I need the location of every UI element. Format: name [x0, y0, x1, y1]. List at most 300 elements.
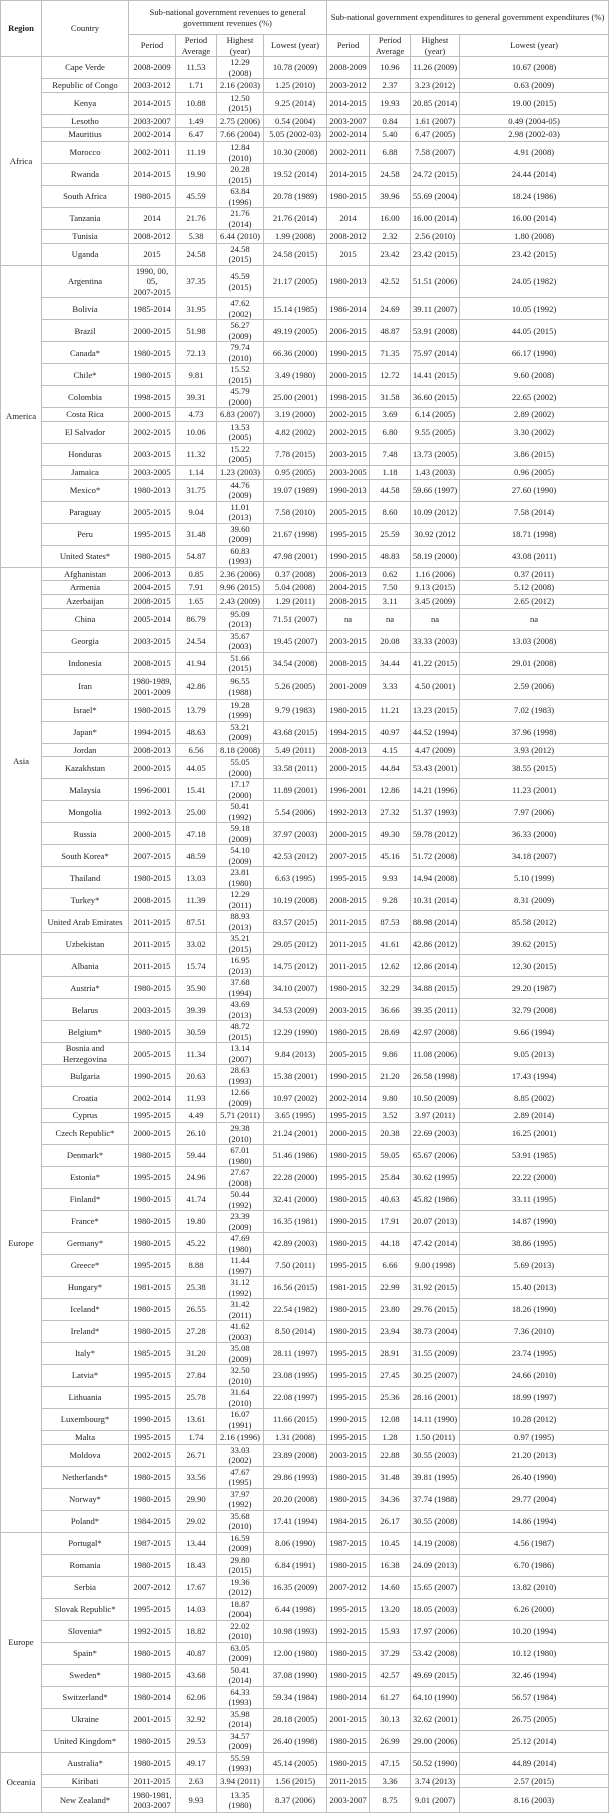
exp-period-cell: 2015	[327, 243, 370, 265]
exp-highest-cell: 30.25 (2007)	[411, 1365, 460, 1387]
rev-highest-cell: 35.67 (2003)	[217, 630, 264, 652]
exp-average-cell: 27.45	[370, 1365, 411, 1387]
rev-average-cell: 25.78	[176, 1387, 217, 1409]
rev-highest-cell: 2.43 (2009)	[217, 595, 264, 609]
rev-period-cell: 1980-2015	[129, 1145, 176, 1167]
exp-average-cell: 28.69	[370, 1021, 411, 1043]
exp-period-cell: 1994-2015	[327, 721, 370, 743]
rev-period-cell: 2014-2015	[129, 92, 176, 114]
rev-average-cell: 19.80	[176, 1211, 217, 1233]
exp-highest-cell: 42.97 (2008)	[411, 1021, 460, 1043]
exp-period-cell: 2011-2015	[327, 911, 370, 933]
rev-period-header: Period	[129, 35, 176, 57]
rev-period-cell: 2008-2012	[129, 230, 176, 244]
table-row	[1, 265, 609, 298]
exp-highest-cell: 17.97 (2006)	[411, 1620, 460, 1642]
table-row	[1, 1708, 609, 1730]
exp-period-cell: 2011-2015	[327, 933, 370, 955]
exp-period-cell: 1990-2015	[327, 342, 370, 364]
table-row	[1, 142, 609, 164]
exp-lowest-cell: 14.86 (1994)	[460, 1510, 609, 1532]
exp-lowest-cell: 0.97 (1995)	[460, 1431, 609, 1445]
exp-period-cell: 1995-2015	[327, 867, 370, 889]
rev-lowest-cell: 6.63 (1995)	[264, 867, 327, 889]
rev-lowest-cell: 16.35 (2009)	[264, 1576, 327, 1598]
rev-highest-cell: 45.79 (2000)	[217, 386, 264, 408]
region-header: Region	[1, 1, 42, 57]
exp-lowest-cell: 16.25 (2001)	[460, 1123, 609, 1145]
exp-highest-cell: 42.86 (2012)	[411, 933, 460, 955]
country-cell: Russia	[42, 823, 129, 845]
exp-lowest-cell: 3.86 (2015)	[460, 443, 609, 465]
rev-highest-cell: 19.28 (1999)	[217, 699, 264, 721]
country-cell: Iceland*	[42, 1299, 129, 1321]
rev-highest-cell: 47.69 (1980)	[217, 1233, 264, 1255]
rev-average-cell: 30.59	[176, 1021, 217, 1043]
rev-period-cell: 1980-2015	[129, 977, 176, 999]
exp-average-cell: 19.93	[370, 92, 411, 114]
rev-period-cell: 2000-2015	[129, 823, 176, 845]
table-row	[1, 164, 609, 186]
rev-period-cell: 2007-2012	[129, 1576, 176, 1598]
exp-average-cell: 44.84	[370, 757, 411, 779]
rev-highest-cell: 79.74 (2010)	[217, 342, 264, 364]
exp-average-cell: 3.69	[370, 408, 411, 422]
exp-lowest-cell: 18.26 (1990)	[460, 1299, 609, 1321]
exp-average-cell: 44.18	[370, 1233, 411, 1255]
exp-period-cell: 2002-2014	[327, 128, 370, 142]
rev-lowest-cell: 32.41 (2000)	[264, 1189, 327, 1211]
table-row	[1, 757, 609, 779]
exp-average-cell: 2.32	[370, 230, 411, 244]
table-row	[1, 1365, 609, 1387]
exp-lowest-cell: 85.58 (2012)	[460, 911, 609, 933]
exp-period-cell: 2003-2007	[327, 1788, 370, 1813]
rev-lowest-cell: 4.82 (2002)	[264, 421, 327, 443]
rev-highest-cell: 35.98 (2014)	[217, 1708, 264, 1730]
exp-highest-cell: 31.55 (2009)	[411, 1343, 460, 1365]
rev-average-cell: 20.63	[176, 1065, 217, 1087]
table-row	[1, 523, 609, 545]
exp-average-cell: 34.44	[370, 652, 411, 674]
exp-lowest-cell: 5.10 (1999)	[460, 867, 609, 889]
exp-lowest-cell: 36.33 (2000)	[460, 823, 609, 845]
country-cell: Afghanistan	[42, 567, 129, 581]
rev-highest-cell: 28.63 (1993)	[217, 1065, 264, 1087]
country-cell: Paraguay	[42, 501, 129, 523]
rev-average-cell: 15.41	[176, 779, 217, 801]
exp-lowest-cell: 2.98 (2002-03)	[460, 128, 609, 142]
exp-highest-cell: 64.10 (1990)	[411, 1686, 460, 1708]
exp-lowest-cell: 19.00 (2015)	[460, 92, 609, 114]
rev-period-cell: 2003-2007	[129, 114, 176, 128]
rev-highest-cell: 11.01 (2013)	[217, 501, 264, 523]
exp-lowest-cell: 13.03 (2008)	[460, 630, 609, 652]
rev-average-cell: 13.79	[176, 699, 217, 721]
rev-average-cell: 13.61	[176, 1409, 217, 1431]
exp-lowest-cell: 4.56 (1987)	[460, 1532, 609, 1554]
table-row	[1, 1065, 609, 1087]
exp-average-cell: 40.97	[370, 721, 411, 743]
exp-highest-cell: 26.58 (1998)	[411, 1065, 460, 1087]
rev-highest-cell: 44.76 (2009)	[217, 479, 264, 501]
country-cell: Indonesia	[42, 652, 129, 674]
country-cell: Bolivia	[42, 298, 129, 320]
exp-average-cell: 22.99	[370, 1277, 411, 1299]
rev-average-cell: 11.53	[176, 57, 217, 79]
rev-lowest-cell: 34.54 (2008)	[264, 652, 327, 674]
rev-highest-cell: 7.66 (2004)	[217, 128, 264, 142]
exp-period-cell: 1980-2015	[327, 1145, 370, 1167]
country-cell: Norway*	[42, 1488, 129, 1510]
rev-period-cell: 1980-2015	[129, 1299, 176, 1321]
exp-lowest-cell: 3.30 (2002)	[460, 421, 609, 443]
exp-highest-cell: 28.16 (2001)	[411, 1387, 460, 1409]
exp-average-cell: 24.69	[370, 298, 411, 320]
exp-average-cell: 8.60	[370, 501, 411, 523]
exp-highest-cell: 51.51 (2006)	[411, 265, 460, 298]
rev-average-cell: 87.51	[176, 911, 217, 933]
exp-highest-cell: 37.74 (1988)	[411, 1488, 460, 1510]
exp-highest-cell: 6.47 (2005)	[411, 128, 460, 142]
rev-lowest-cell: 26.40 (1998)	[264, 1730, 327, 1752]
rev-average-cell: 45.59	[176, 186, 217, 208]
rev-period-cell: 2003-2012	[129, 79, 176, 93]
rev-period-cell: 1980-2015	[129, 1730, 176, 1752]
rev-highest-cell: 13.14 (2007)	[217, 1043, 264, 1065]
country-cell: Kazakhstan	[42, 757, 129, 779]
exp-average-cell: 7.48	[370, 443, 411, 465]
rev-period-cell: 1980-2015	[129, 186, 176, 208]
exp-average-cell: 8.75	[370, 1788, 411, 1813]
exp-highest-cell: 30.55 (2008)	[411, 1510, 460, 1532]
rev-highest-cell: 11.44 (1997)	[217, 1255, 264, 1277]
exp-average-cell: 20.08	[370, 630, 411, 652]
exp-period-cell: 2007-2015	[327, 845, 370, 867]
rev-lowest-cell: 25.00 (2001)	[264, 386, 327, 408]
rev-highest-cell: 31.12 (1992)	[217, 1277, 264, 1299]
rev-lowest-cell: 8.50 (2014)	[264, 1321, 327, 1343]
rev-period-cell: 2002-2011	[129, 142, 176, 164]
exp-lowest-cell: 2.89 (2014)	[460, 1109, 609, 1123]
exp-average-cell: 31.48	[370, 1466, 411, 1488]
exp-period-cell: 1992-2015	[327, 1620, 370, 1642]
country-cell: Lesotho	[42, 114, 129, 128]
exp-lowest-cell: 0.49 (2004-05)	[460, 114, 609, 128]
exp-lowest-cell: 12.30 (2015)	[460, 955, 609, 977]
country-cell: Tunisia	[42, 230, 129, 244]
rev-average-cell: 86.79	[176, 608, 217, 630]
country-cell: Colombia	[42, 386, 129, 408]
exp-average-cell: 27.32	[370, 801, 411, 823]
rev-lowest-cell: 20.20 (2008)	[264, 1488, 327, 1510]
exp-average-cell: 39.96	[370, 186, 411, 208]
rev-lowest-cell: 28.11 (1997)	[264, 1343, 327, 1365]
exp-period-cell: 2003-2015	[327, 630, 370, 652]
exp-lowest-cell: 66.17 (1990)	[460, 342, 609, 364]
rev-lowest-cell: 10.19 (2008)	[264, 889, 327, 911]
exp-period-cell: 2003-2015	[327, 999, 370, 1021]
rev-lowest-cell: 9.79 (1983)	[264, 699, 327, 721]
exp-lowest-cell: 9.05 (2013)	[460, 1043, 609, 1065]
exp-lowest-cell: 8.16 (2003)	[460, 1788, 609, 1813]
exp-period-cell: 2008-2015	[327, 889, 370, 911]
exp-period-header: Period	[327, 35, 370, 57]
table-row	[1, 1488, 609, 1510]
rev-lowest-cell: 7.50 (2011)	[264, 1255, 327, 1277]
table-row	[1, 1554, 609, 1576]
exp-lowest-cell: 17.43 (1994)	[460, 1065, 609, 1087]
country-cell: Mongolia	[42, 801, 129, 823]
rev-highest-cell: 96.55 (1988)	[217, 674, 264, 699]
exp-highest-cell: 51.37 (1993)	[411, 801, 460, 823]
rev-period-cell: 1990-2015	[129, 1065, 176, 1087]
rev-lowest-cell: 37.08 (1990)	[264, 1664, 327, 1686]
exp-highest-cell: 50.52 (1990)	[411, 1752, 460, 1774]
rev-period-cell: 1980-2015	[129, 1021, 176, 1043]
rev-period-cell: 2003-2015	[129, 630, 176, 652]
exp-average-cell: 16.00	[370, 208, 411, 230]
region-cell: Oceania	[1, 1752, 42, 1813]
rev-average-cell: 32.92	[176, 1708, 217, 1730]
rev-average-cell: 39.31	[176, 386, 217, 408]
exp-lowest-cell: 23.74 (1995)	[460, 1343, 609, 1365]
rev-lowest-cell: 42.89 (2003)	[264, 1233, 327, 1255]
country-cell: Cape Verde	[42, 57, 129, 79]
exp-average-cell: 11.21	[370, 699, 411, 721]
exp-highest-cell: 29.00 (2006)	[411, 1730, 460, 1752]
rev-highest-cell: 88.93 (2013)	[217, 911, 264, 933]
exp-period-cell: 2000-2015	[327, 364, 370, 386]
rev-highest-cell: 63.84 (1996)	[217, 186, 264, 208]
country-cell: Ireland*	[42, 1321, 129, 1343]
rev-period-cell: 1980-2015	[129, 1211, 176, 1233]
exp-period-cell: 1980-2015	[327, 1730, 370, 1752]
revenues-group-header: Sub-national government revenues to general government revenues (%)	[129, 1, 327, 35]
rev-highest-header: Highest (year)	[217, 35, 264, 57]
exp-highest-cell: 14.11 (1990)	[411, 1409, 460, 1431]
exp-lowest-cell: 18.71 (1998)	[460, 523, 609, 545]
rev-period-cell: 1985-2015	[129, 1343, 176, 1365]
rev-average-cell: 72.13	[176, 342, 217, 364]
exp-highest-cell: 3.97 (2011)	[411, 1109, 460, 1123]
rev-period-cell: 1980-2013	[129, 479, 176, 501]
table-body	[1, 57, 609, 1813]
exp-period-cell: 1992-2013	[327, 801, 370, 823]
exp-highest-header: Highest (year)	[411, 35, 460, 57]
rev-lowest-cell: 11.66 (2015)	[264, 1409, 327, 1431]
exp-average-cell: 40.63	[370, 1189, 411, 1211]
exp-period-cell: 1987-2015	[327, 1532, 370, 1554]
rev-period-cell: 1987-2015	[129, 1532, 176, 1554]
table-row	[1, 889, 609, 911]
table-row	[1, 92, 609, 114]
rev-highest-cell: 3.94 (2011)	[217, 1774, 264, 1788]
rev-highest-cell: 35.08 (2009)	[217, 1343, 264, 1365]
rev-period-cell: 1985-2014	[129, 298, 176, 320]
exp-period-cell: 2014	[327, 208, 370, 230]
rev-average-cell: 13.03	[176, 867, 217, 889]
exp-highest-cell: 3.74 (2013)	[411, 1774, 460, 1788]
table-row	[1, 721, 609, 743]
table-row	[1, 823, 609, 845]
exp-period-cell: 2003-2015	[327, 443, 370, 465]
rev-period-cell: 1980-2015	[129, 1321, 176, 1343]
rev-period-cell: 1995-2015	[129, 1598, 176, 1620]
rev-period-cell: 1995-2015	[129, 1387, 176, 1409]
country-cell: Belgium*	[42, 1021, 129, 1043]
exp-lowest-cell: 10.20 (1994)	[460, 1620, 609, 1642]
country-cell: Uzbekistan	[42, 933, 129, 955]
exp-period-cell: 1980-2015	[327, 1664, 370, 1686]
exp-lowest-cell: 43.08 (2011)	[460, 545, 609, 567]
exp-average-cell: 34.36	[370, 1488, 411, 1510]
table-row	[1, 1277, 609, 1299]
exp-highest-cell: 9.13 (2015)	[411, 581, 460, 595]
exp-average-cell: 42.52	[370, 265, 411, 298]
rev-highest-cell: 67.01 (1980)	[217, 1145, 264, 1167]
rev-highest-cell: 31.64 (2010)	[217, 1387, 264, 1409]
rev-average-cell: 31.48	[176, 523, 217, 545]
country-cell: Bulgaria	[42, 1065, 129, 1087]
rev-highest-cell: 17.17 (2000)	[217, 779, 264, 801]
table-row	[1, 911, 609, 933]
exp-lowest-cell: 10.28 (2012)	[460, 1409, 609, 1431]
region-cell: Asia	[1, 567, 42, 955]
rev-average-cell: 11.19	[176, 142, 217, 164]
rev-average-cell: 33.02	[176, 933, 217, 955]
rev-period-cell: 1995-2015	[129, 1167, 176, 1189]
table-row	[1, 1620, 609, 1642]
table-row	[1, 595, 609, 609]
table-row	[1, 1576, 609, 1598]
exp-period-cell: 1990-2015	[327, 1065, 370, 1087]
country-cell: Brazil	[42, 320, 129, 342]
rev-period-cell: 2014-2015	[129, 164, 176, 186]
country-cell: France*	[42, 1211, 129, 1233]
country-cell: Ukraine	[42, 1708, 129, 1730]
table-row	[1, 977, 609, 999]
exp-highest-cell: 55.69 (2004)	[411, 186, 460, 208]
rev-average-cell: 48.59	[176, 845, 217, 867]
rev-period-cell: 1980-2014	[129, 1686, 176, 1708]
exp-average-cell: 10.96	[370, 57, 411, 79]
exp-lowest-cell: 7.02 (1983)	[460, 699, 609, 721]
rev-average-cell: 1.74	[176, 1431, 217, 1445]
exp-average-cell: 61.27	[370, 1686, 411, 1708]
rev-average-cell: 35.90	[176, 977, 217, 999]
exp-period-cell: 2003-2007	[327, 114, 370, 128]
country-cell: Switzerland*	[42, 1686, 129, 1708]
table-row	[1, 1774, 609, 1788]
rev-period-cell: 1980-2015	[129, 867, 176, 889]
exp-highest-cell: 11.08 (2006)	[411, 1043, 460, 1065]
rev-lowest-cell: 12.29 (1990)	[264, 1021, 327, 1043]
exp-period-cell: 2004-2015	[327, 581, 370, 595]
country-cell: Malta	[42, 1431, 129, 1445]
table-row	[1, 1321, 609, 1343]
exp-highest-cell: 12.86 (2014)	[411, 955, 460, 977]
exp-lowest-cell: 26.40 (1990)	[460, 1466, 609, 1488]
rev-highest-cell: 50.44 (1992)	[217, 1189, 264, 1211]
rev-lowest-cell: 23.89 (2008)	[264, 1444, 327, 1466]
country-cell: Republic of Congo	[42, 79, 129, 93]
table-row	[1, 1598, 609, 1620]
table-row	[1, 674, 609, 699]
rev-lowest-cell: 11.89 (2001)	[264, 779, 327, 801]
rev-highest-cell: 2.16 (1996)	[217, 1431, 264, 1445]
rev-highest-cell: 48.72 (2015)	[217, 1021, 264, 1043]
exp-period-cell: 1990-2013	[327, 479, 370, 501]
rev-highest-cell: 64.33 (1993)	[217, 1686, 264, 1708]
rev-average-cell: 54.87	[176, 545, 217, 567]
exp-average-cell: 3.33	[370, 674, 411, 699]
rev-lowest-cell: 3.49 (1980)	[264, 364, 327, 386]
exp-highest-cell: 1.43 (2003)	[411, 465, 460, 479]
rev-period-cell: 1980-2015	[129, 1233, 176, 1255]
exp-period-cell: 1995-2015	[327, 1255, 370, 1277]
exp-average-cell: 9.80	[370, 1087, 411, 1109]
rev-lowest-cell: 15.14 (1985)	[264, 298, 327, 320]
rev-highest-cell: 2.36 (2006)	[217, 567, 264, 581]
exp-lowest-cell: 24.66 (2010)	[460, 1365, 609, 1387]
exp-lowest-cell: 10.67 (2008)	[460, 57, 609, 79]
region-cell: America	[1, 265, 42, 567]
table-row	[1, 443, 609, 465]
exp-average-cell: na	[370, 608, 411, 630]
exp-period-cell: 2002-2014	[327, 1087, 370, 1109]
rev-highest-cell: 15.52 (2015)	[217, 364, 264, 386]
table-row	[1, 1211, 609, 1233]
table-row	[1, 1043, 609, 1065]
country-cell: South Korea*	[42, 845, 129, 867]
rev-highest-cell: 60.83 (1993)	[217, 545, 264, 567]
rev-period-cell: 2008-2015	[129, 652, 176, 674]
rev-highest-cell: 15.22 (2005)	[217, 443, 264, 465]
rev-period-cell: 1995-2015	[129, 1431, 176, 1445]
rev-highest-cell: 55.59 (1993)	[217, 1752, 264, 1774]
rev-highest-cell: 33.03 (2002)	[217, 1444, 264, 1466]
country-cell: Japan*	[42, 721, 129, 743]
exp-lowest-cell: 7.36 (2010)	[460, 1321, 609, 1343]
exp-period-cell: 2008-2009	[327, 57, 370, 79]
exp-highest-cell: 15.65 (2007)	[411, 1576, 460, 1598]
rev-highest-cell: 13.35 (1980)	[217, 1788, 264, 1813]
rev-average-cell: 18.82	[176, 1620, 217, 1642]
exp-average-cell: 0.84	[370, 114, 411, 128]
rev-lowest-cell: 0.37 (2008)	[264, 567, 327, 581]
exp-period-cell: 2002-2015	[327, 421, 370, 443]
rev-highest-cell: 2.75 (2006)	[217, 114, 264, 128]
table-row	[1, 1532, 609, 1554]
rev-period-cell: 1980-2015	[129, 1752, 176, 1774]
rev-average-cell: 26.71	[176, 1444, 217, 1466]
exp-highest-cell: 2.56 (2010)	[411, 230, 460, 244]
rev-lowest-cell: 23.08 (1995)	[264, 1365, 327, 1387]
rev-period-cell: 2002-2015	[129, 1444, 176, 1466]
country-cell: Austria*	[42, 977, 129, 999]
rev-lowest-cell: 9.84 (2013)	[264, 1043, 327, 1065]
exp-period-cell: 1980-2015	[327, 699, 370, 721]
exp-period-cell: 1990-2015	[327, 1409, 370, 1431]
rev-average-cell: 8.88	[176, 1255, 217, 1277]
table-row	[1, 743, 609, 757]
rev-highest-cell: 13.53 (2005)	[217, 421, 264, 443]
exp-highest-cell: 9.00 (1998)	[411, 1255, 460, 1277]
rev-highest-cell: 19.36 (2012)	[217, 1576, 264, 1598]
exp-average-cell: 32.29	[370, 977, 411, 999]
rev-average-cell: 15.74	[176, 955, 217, 977]
